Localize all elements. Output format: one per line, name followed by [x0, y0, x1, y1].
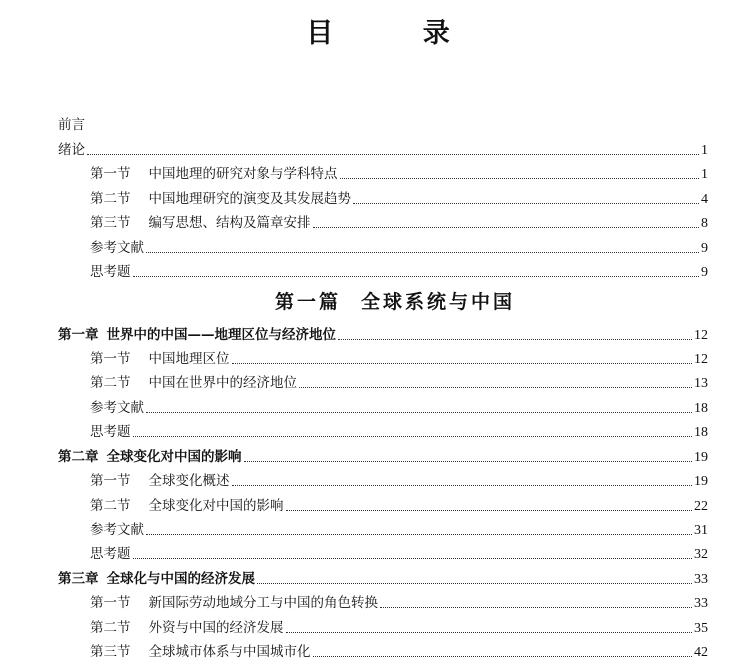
toc-entry-text: 中国在世界中的经济地位 [148, 375, 297, 392]
toc-entry-title [90, 498, 284, 515]
dot-leader [87, 154, 699, 155]
toc-entry-text: 全球化与中国的经济发展 [106, 570, 255, 587]
toc-entry-text: 全球变化对中国的影响 [106, 448, 242, 465]
table-of-contents [58, 110, 708, 661]
toc-entry[interactable] [58, 466, 708, 490]
toc-entry[interactable] [58, 515, 708, 539]
toc-entry-page-number: 9 [701, 240, 708, 256]
toc-entry-page-number: 8 [701, 216, 708, 232]
toc-entry[interactable] [58, 539, 708, 563]
toc-entry-title [90, 620, 284, 637]
toc-entry-title [58, 571, 255, 588]
dot-leader [232, 363, 693, 364]
toc-entry-text: 编写思想、结构及篇章安排 [148, 215, 311, 232]
toc-entry-text: 参考文献 [90, 522, 144, 538]
toc-entry-text: 世界中的中国——地理区位与经济地位 [106, 326, 336, 343]
toc-entry[interactable] [58, 637, 708, 661]
toc-entry[interactable] [58, 368, 708, 392]
toc-entry[interactable] [58, 319, 708, 343]
page-title: 目 录 [306, 18, 490, 49]
toc-entry-text: 新国际劳动地域分工与中国的角色转换 [148, 595, 378, 612]
toc-entry-number: 第三节 [90, 215, 131, 232]
front-matter-list [58, 110, 708, 281]
toc-entry-text: 全球变化概述 [148, 473, 230, 490]
dot-leader [338, 339, 692, 340]
toc-entry-page-number: 13 [694, 376, 708, 392]
toc-entry-number: 第二节 [90, 619, 131, 636]
toc-entry-page-number: 12 [694, 351, 708, 367]
toc-entry-number: 第一节 [90, 166, 131, 183]
toc-entry-title [58, 117, 85, 134]
toc-entry-text: 中国地理研究的演变及其发展趋势 [148, 190, 351, 207]
toc-entry-page-number: 19 [694, 449, 708, 465]
dot-leader [313, 227, 700, 228]
toc-entry-title [90, 522, 144, 539]
dot-leader [313, 656, 693, 657]
toc-entry-title [90, 264, 131, 281]
dot-leader [133, 436, 693, 437]
toc-entry-text: 思考题 [90, 546, 131, 563]
toc-entry-text: 全球城市体系与中国城市化 [148, 644, 311, 661]
toc-entry-page-number: 1 [701, 142, 708, 158]
toc-entry-page-number: 18 [694, 400, 708, 416]
toc-entry-number: 第一节 [90, 595, 131, 612]
dot-leader [244, 461, 693, 462]
toc-entry-title [90, 473, 230, 490]
toc-entry-text: 绪论 [58, 141, 85, 158]
toc-entry-page-number: 22 [694, 498, 708, 514]
toc-entry[interactable] [58, 563, 708, 587]
toc-entry-title [58, 327, 336, 344]
toc-entry-title [90, 375, 297, 392]
toc-entry-page-number: 42 [694, 645, 708, 661]
toc-entry-page-number: 19 [694, 474, 708, 490]
dot-leader [353, 203, 699, 204]
toc-entry-title [90, 351, 230, 368]
dot-leader [232, 485, 693, 486]
dot-leader [146, 412, 692, 413]
toc-entry[interactable] [58, 134, 708, 158]
toc-entry-title [58, 449, 242, 466]
toc-entry[interactable] [58, 612, 708, 636]
toc-entry[interactable] [58, 183, 708, 207]
toc-entry-page-number: 12 [694, 327, 708, 343]
toc-entry-number: 第三章 [58, 570, 99, 587]
toc-entry[interactable] [58, 257, 708, 281]
toc-entry-page-number: 33 [694, 596, 708, 612]
toc-entry-text: 思考题 [90, 264, 131, 281]
toc-entry-number: 第一节 [90, 350, 131, 367]
toc-entry-text: 外资与中国的经济发展 [148, 619, 284, 636]
toc-entry[interactable] [58, 392, 708, 416]
toc-entry-title [90, 424, 131, 441]
dot-leader [146, 252, 699, 253]
toc-entry-number: 第一节 [90, 473, 131, 490]
toc-entry-number: 第二节 [90, 497, 131, 514]
dot-leader [286, 510, 693, 511]
part-heading[interactable] [58, 281, 708, 319]
toc-entry-text: 前言 [58, 117, 85, 134]
toc-entry-text: 参考文献 [90, 399, 144, 416]
toc-entry-title [90, 546, 131, 563]
toc-entry[interactable] [58, 208, 708, 232]
toc-entry[interactable] [58, 588, 708, 612]
toc-entry-title [90, 166, 338, 183]
toc-entry-title [90, 644, 311, 661]
toc-entry-text: 思考题 [90, 424, 131, 441]
toc-entry[interactable] [58, 344, 708, 368]
dot-leader [286, 632, 693, 633]
toc-entry-title [90, 400, 144, 417]
toc-entry-title [90, 191, 351, 208]
toc-entry[interactable] [58, 159, 708, 183]
toc-entry[interactable] [58, 232, 708, 256]
toc-entry-number: 第一章 [58, 326, 99, 343]
toc-entry-page-number: 33 [694, 571, 708, 587]
part-number: 第一篇 [274, 290, 341, 313]
toc-entry-page-number: 35 [694, 620, 708, 636]
toc-entry-title [90, 240, 144, 257]
toc-entry[interactable] [58, 417, 708, 441]
dot-leader [146, 534, 692, 535]
toc-entry-number: 第二章 [58, 448, 99, 465]
toc-entry[interactable] [58, 441, 708, 465]
dot-leader [257, 583, 692, 584]
toc-entry[interactable] [58, 110, 708, 134]
toc-entry-page-number: 18 [694, 425, 708, 441]
toc-entry-text: 参考文献 [90, 239, 144, 256]
toc-entry[interactable] [58, 490, 708, 514]
part-one-list [58, 319, 708, 661]
part-title: 全球系统与中国 [361, 290, 516, 313]
toc-entry-text: 全球变化对中国的影响 [148, 497, 284, 514]
toc-entry-page-number: 31 [694, 523, 708, 538]
dot-leader [133, 558, 693, 559]
toc-entry-title [58, 142, 85, 159]
dot-leader [133, 276, 700, 277]
toc-entry-text: 中国地理区位 [148, 350, 230, 367]
toc-entry-text: 中国地理的研究对象与学科特点 [148, 166, 338, 183]
toc-entry-number: 第三节 [90, 644, 131, 661]
toc-entry-number: 第二节 [90, 190, 131, 207]
dot-leader [380, 607, 692, 608]
dot-leader [299, 387, 692, 388]
toc-entry-number: 第二节 [90, 375, 131, 392]
dot-leader [340, 178, 700, 179]
toc-entry-page-number: 1 [701, 167, 708, 183]
toc-entry-title [90, 215, 311, 232]
toc-entry-page-number: 32 [694, 547, 708, 563]
toc-entry-page-number: 4 [701, 191, 708, 207]
toc-entry-page-number: 9 [701, 265, 708, 281]
toc-entry-title [90, 595, 378, 612]
